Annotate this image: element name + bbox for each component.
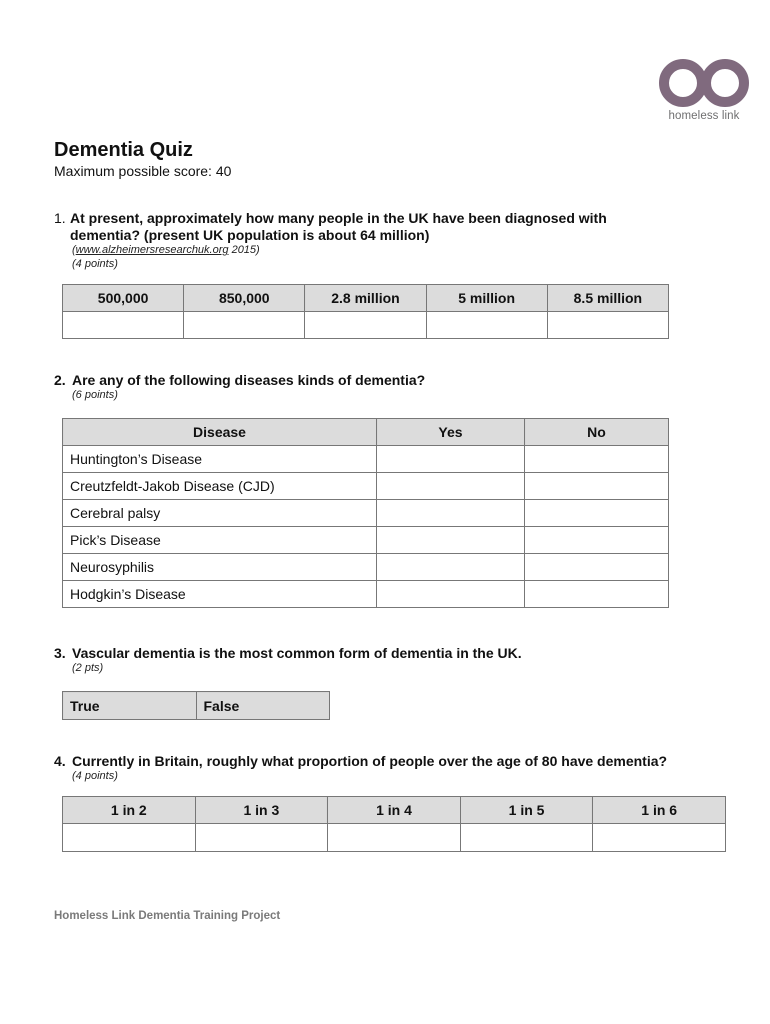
q4-option: 1 in 4: [328, 797, 461, 824]
q1-answer-cell[interactable]: [547, 312, 668, 339]
q1-answer-cell[interactable]: [63, 312, 184, 339]
logo-text: homeless link: [668, 110, 740, 122]
table-row: [63, 473, 669, 500]
q1-answer-table: [62, 284, 669, 339]
question-text: Are any of the following diseases kinds of dementia?: [72, 372, 426, 388]
question-text: Currently in Britain, roughly what proportion of people over the age of 80 have dementia?: [72, 753, 668, 769]
q4-option: 1 in 2: [63, 797, 196, 824]
q1-option: 2.8 million: [305, 285, 426, 312]
q4-answer-cell[interactable]: [195, 824, 328, 852]
q1-option: 8.5 million: [547, 285, 668, 312]
q1-answer-cell[interactable]: [426, 312, 547, 339]
q4-answer-table: [62, 796, 726, 852]
question-4: [54, 753, 667, 770]
q4-answer-cell[interactable]: [63, 824, 196, 852]
table-row: [63, 554, 669, 581]
infinity-logo-icon: [658, 58, 750, 108]
question-number: 3.: [54, 645, 66, 661]
q4-option: 1 in 5: [460, 797, 593, 824]
no-cell[interactable]: [525, 446, 669, 473]
disease-name: Hodgkin’s Disease: [63, 581, 377, 608]
question-1: [54, 210, 607, 244]
disease-name: Huntington’s Disease: [63, 446, 377, 473]
question-text-line2: dementia? (present UK population is about 64 million): [70, 227, 430, 243]
yes-cell[interactable]: [377, 554, 525, 581]
question-number: 2.: [54, 372, 66, 388]
q1-answer-cell[interactable]: [305, 312, 426, 339]
q1-option: 5 million: [426, 285, 547, 312]
source-link[interactable]: www.alzheimersresearchuk.org: [75, 244, 229, 256]
q4-answer-cell[interactable]: [460, 824, 593, 852]
disease-name: Neurosyphilis: [63, 554, 377, 581]
no-cell[interactable]: [525, 581, 669, 608]
q4-option: 1 in 6: [593, 797, 726, 824]
no-header: No: [525, 419, 669, 446]
yes-cell[interactable]: [377, 581, 525, 608]
q1-option: 500,000: [63, 285, 184, 312]
q1-answer-cell[interactable]: [184, 312, 305, 339]
yes-cell[interactable]: [377, 500, 525, 527]
footer-text: Homeless Link Dementia Training Project: [54, 910, 281, 922]
question-3: [54, 645, 522, 662]
question-number: 4.: [54, 753, 66, 769]
homeless-link-logo: [656, 58, 752, 122]
question-1-source: (www.alzheimersresearchuk.org 2015): [72, 244, 260, 256]
table-row: [63, 581, 669, 608]
true-option[interactable]: True: [63, 692, 197, 720]
q1-option: 850,000: [184, 285, 305, 312]
yes-cell[interactable]: [377, 527, 525, 554]
yes-header: Yes: [377, 419, 525, 446]
no-cell[interactable]: [525, 527, 669, 554]
no-cell[interactable]: [525, 554, 669, 581]
table-row: [63, 446, 669, 473]
question-text-line1: At present, approximately how many people in the UK have been diagnosed with: [70, 210, 607, 226]
page-title: Dementia Quiz: [54, 139, 193, 161]
no-cell[interactable]: [525, 473, 669, 500]
disease-name: Cerebral palsy: [63, 500, 377, 527]
disease-name: Pick’s Disease: [63, 527, 377, 554]
false-option[interactable]: False: [196, 692, 330, 720]
q2-disease-table: [62, 418, 669, 608]
table-row: [63, 527, 669, 554]
disease-name: Creutzfeldt-Jakob Disease (CJD): [63, 473, 377, 500]
q4-option: 1 in 3: [195, 797, 328, 824]
q4-answer-cell[interactable]: [593, 824, 726, 852]
max-score: Maximum possible score: 40: [54, 163, 232, 179]
question-3-points: (2 pts): [72, 662, 104, 674]
question-1-points: (4 points): [72, 258, 118, 270]
yes-cell[interactable]: [377, 473, 525, 500]
q4-answer-cell[interactable]: [328, 824, 461, 852]
question-2-points: (6 points): [72, 389, 118, 401]
question-text: Vascular dementia is the most common form of dementia in the UK.: [72, 645, 522, 661]
no-cell[interactable]: [525, 500, 669, 527]
table-row: [63, 500, 669, 527]
disease-header: Disease: [63, 419, 377, 446]
question-4-points: (4 points): [72, 770, 118, 782]
question-2: [54, 372, 425, 389]
yes-cell[interactable]: [377, 446, 525, 473]
q3-answer-table: [62, 691, 330, 720]
question-number: 1.: [54, 210, 66, 226]
